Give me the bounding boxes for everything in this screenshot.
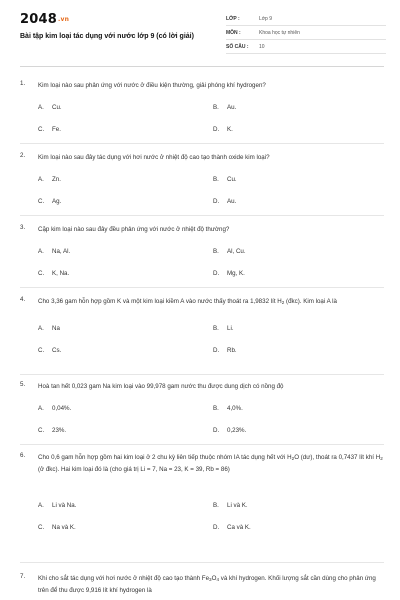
meta-table — [226, 12, 386, 54]
option-c[interactable] — [38, 524, 76, 531]
option-letter: C. — [38, 126, 45, 133]
option-text: 0,23%. — [227, 427, 247, 434]
option-letter: B. — [213, 248, 219, 255]
question-text: Hoà tan hết 0,023 gam Na kim loại vào 99,978 gam nước thu được dung dịch có nồng độ — [38, 383, 284, 390]
option-b[interactable] — [213, 248, 246, 255]
option-text: 4,0%. — [227, 405, 243, 412]
option-a[interactable] — [38, 405, 71, 412]
meta-value: Khoa học tự nhiên — [259, 29, 300, 36]
option-text: Zn. — [52, 176, 61, 183]
question-text: Cặp kim loại nào sau đây đều phản ứng với nước ở nhiệt độ thường? — [38, 226, 230, 233]
header-divider — [20, 66, 384, 67]
option-text: Cu. — [227, 176, 237, 183]
option-letter: B. — [213, 405, 219, 412]
option-letter: A. — [38, 104, 44, 111]
option-letter: C. — [38, 198, 45, 205]
option-text: Al, Cu. — [227, 248, 246, 255]
question-7 — [20, 573, 384, 596]
option-text: Li. — [227, 325, 234, 332]
question-divider — [20, 287, 384, 288]
question-5 — [20, 381, 384, 436]
question-divider — [20, 143, 384, 144]
meta-row-class — [226, 12, 386, 26]
question-6 — [20, 452, 384, 533]
option-c[interactable] — [38, 198, 61, 205]
question-text: Cho 3,36 gam hỗn hợp gồm K và một kim loại kiềm A vào nước thấy thoát ra 1,9832 lít $H_2$ (đkc). Kim loại A là — [38, 298, 337, 305]
meta-row-count — [226, 40, 386, 54]
question-4 — [20, 296, 384, 356]
option-letter: C. — [38, 524, 45, 531]
option-text: Li và K. — [227, 502, 248, 509]
options — [20, 91, 384, 135]
question-number: 5. — [20, 381, 26, 388]
option-text: 0,04%. — [52, 405, 72, 412]
page-title: Bài tập kim loại tác dụng với nước lớp 9 (có lời giải) — [20, 33, 194, 40]
option-text: Au. — [227, 104, 237, 111]
option-c[interactable] — [38, 347, 61, 354]
option-letter: A. — [38, 405, 44, 412]
option-letter: B. — [213, 176, 219, 183]
option-letter: D. — [213, 347, 220, 354]
logo-suffix: .vn — [57, 16, 70, 23]
option-text: K, Na. — [52, 270, 70, 277]
question-text: Kim loại nào sau đây tác dụng với hơi nước ở nhiệt độ cao tạo thành oxide kim loại? — [38, 154, 270, 161]
logo-number: 2048 — [20, 12, 57, 27]
question-divider — [20, 215, 384, 216]
question-divider — [20, 444, 384, 445]
option-a[interactable] — [38, 248, 70, 255]
option-b[interactable] — [213, 176, 237, 183]
option-text: Li và Na. — [52, 502, 77, 509]
question-text: Kim loại nào sau phản ứng với nước ở điều kiện thường, giải phóng khí hydrogen? — [38, 82, 266, 89]
option-letter: A. — [38, 248, 44, 255]
option-letter: A. — [38, 502, 44, 509]
option-c[interactable] — [38, 126, 61, 133]
option-text: Cs. — [52, 347, 62, 354]
option-b[interactable] — [213, 502, 248, 509]
option-letter: C. — [38, 270, 45, 277]
option-text: K. — [227, 126, 233, 133]
option-d[interactable] — [213, 347, 237, 354]
option-letter: C. — [38, 427, 45, 434]
meta-key: SỐ CÂU : — [226, 43, 249, 50]
option-letter: A. — [38, 176, 44, 183]
option-text: Mg, K. — [227, 270, 245, 277]
option-text: Na và K. — [52, 524, 76, 531]
options — [20, 489, 384, 533]
option-b[interactable] — [213, 104, 236, 111]
option-a[interactable] — [38, 325, 60, 332]
question-number: 6. — [20, 452, 26, 459]
question-divider — [20, 562, 384, 563]
meta-key: LỚP : — [226, 15, 240, 22]
option-text: Cu. — [52, 104, 62, 111]
option-text: Au. — [227, 198, 237, 205]
question-number: 1. — [20, 80, 26, 87]
option-text: Na, Al. — [52, 248, 71, 255]
option-letter: B. — [213, 502, 219, 509]
option-letter: C. — [38, 347, 45, 354]
option-text: Ag. — [52, 198, 62, 205]
question-text: Cho 0,6 gam hỗn hợp gồm hai kim loại ở 2 chu kỳ liên tiếp thuộc nhóm IA tác dụng hết với $H_2O$ (dư), thoát ra 0,7437 lít khí $H_2$ (ở đkc). Hai kim loại đó là (cho giá trị Li = 7, Na = 23, K = 39, Rb = 86) — [38, 454, 383, 473]
option-text: Na — [52, 325, 60, 332]
option-a[interactable] — [38, 502, 76, 509]
option-d[interactable] — [213, 126, 233, 133]
option-letter: B. — [213, 325, 219, 332]
meta-value: Lớp 9 — [259, 15, 273, 22]
option-text: Ca và K. — [227, 524, 251, 531]
option-letter: B. — [213, 104, 219, 111]
option-a[interactable] — [38, 104, 62, 111]
option-letter: D. — [213, 524, 220, 531]
question-number: 2. — [20, 152, 26, 159]
header — [0, 0, 400, 66]
option-b[interactable] — [213, 405, 243, 412]
option-c[interactable] — [38, 427, 66, 434]
options — [20, 392, 384, 436]
question-text: Khi cho sắt tác dụng với hơi nước ở nhiệt độ cao tạo thành $Fe_3O_4$ và khí hydrogen. Khối lượng sắt cần dùng cho phản ứng trên để thu được 9,916 lít khí hydrogen là — [38, 575, 376, 594]
question-number: 4. — [20, 296, 26, 303]
option-b[interactable] — [213, 325, 234, 332]
meta-row-subject — [226, 26, 386, 40]
option-text: 23%. — [52, 427, 67, 434]
site-logo[interactable] — [20, 12, 69, 27]
option-letter: A. — [38, 325, 44, 332]
option-a[interactable] — [38, 176, 61, 183]
options — [20, 163, 384, 207]
option-letter: D. — [213, 198, 220, 205]
options — [20, 312, 384, 356]
question-2 — [20, 152, 384, 207]
question-number: 3. — [20, 224, 26, 231]
option-d[interactable] — [213, 198, 236, 205]
question-divider — [20, 374, 384, 375]
meta-key: MÔN : — [226, 29, 241, 36]
question-3 — [20, 224, 384, 279]
question-1 — [20, 80, 384, 135]
option-letter: D. — [213, 126, 220, 133]
option-d[interactable] — [213, 427, 246, 434]
option-text: Rb. — [227, 347, 237, 354]
option-d[interactable] — [213, 524, 251, 531]
option-letter: D. — [213, 270, 220, 277]
option-letter: D. — [213, 427, 220, 434]
option-text: Fe. — [52, 126, 61, 133]
option-d[interactable] — [213, 270, 245, 277]
options — [20, 235, 384, 279]
option-c[interactable] — [38, 270, 69, 277]
meta-value: 10 — [259, 43, 265, 50]
question-number: 7. — [20, 573, 26, 580]
